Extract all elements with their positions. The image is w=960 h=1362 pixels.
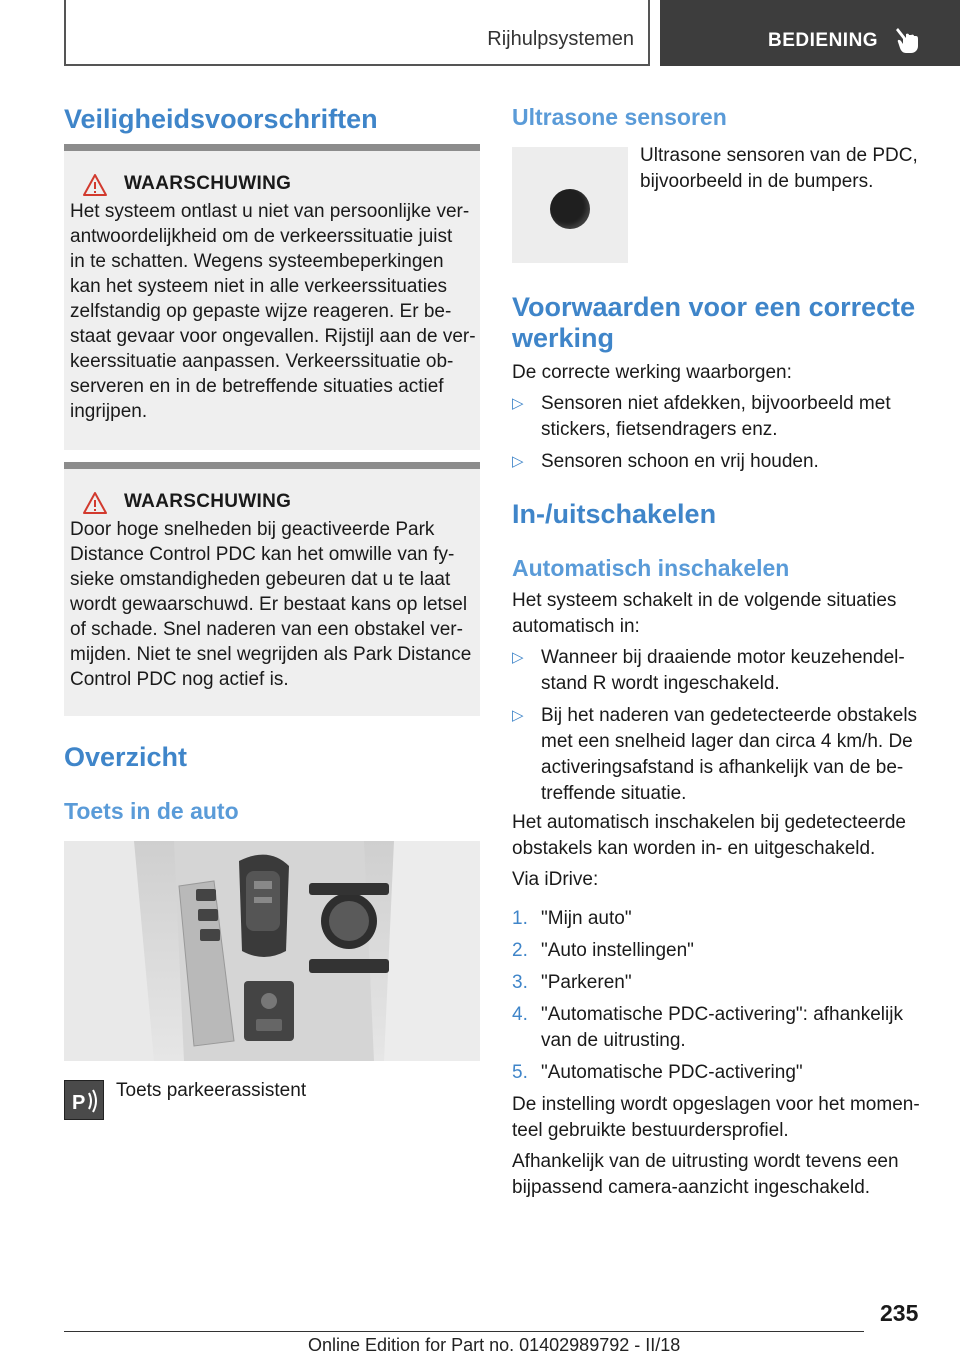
text-line: Afhankelijk van de uitrusting wordt tevens een (512, 1151, 899, 1172)
warning-triangle-icon (82, 173, 108, 197)
text-line: stickers, fietsendragers enz. (541, 419, 778, 440)
text-line: Ultrasone sensoren van de PDC, (640, 145, 918, 166)
warning-line: Control PDC nog actief is. (70, 669, 289, 690)
svg-text:P: P (72, 1092, 86, 1114)
warning-text (70, 199, 476, 424)
step-number: 3. (512, 972, 528, 993)
warning-line: staat gevaar voor ongevallen. Rijstijl aan de ver‐ (70, 326, 476, 347)
page-header (0, 0, 960, 66)
warning-line: keerssituatie aanpassen. Verkeerssituatie ob‐ (70, 351, 454, 372)
warning-line: Het systeem ontlast u niet van persoonlijke ver‐ (70, 201, 470, 222)
warning-title: WAARSCHUWING (124, 173, 292, 194)
auto-conditions-list (512, 645, 928, 813)
sensors-heading: Ultrasone sensoren (512, 104, 727, 130)
ultrasonic-sensor-image (512, 147, 628, 263)
overview-heading: Overzicht (64, 742, 188, 772)
conditions-intro: De correcte werking waarborgen: (512, 362, 792, 383)
text-line: met een snelheid lager dan circa 4 km/h. De (541, 731, 913, 752)
step-number: 1. (512, 908, 528, 929)
sensor-dot (550, 189, 590, 229)
text-line: "Automatische PDC-activering": afhankelijk (541, 1004, 903, 1025)
warning-line: in te schatten. Wegens systeembeperkingen (70, 251, 444, 272)
list-item (512, 703, 928, 807)
idrive-steps (512, 906, 928, 1092)
text-line: activeringsafstand is afhankelijk van de be‐ (541, 757, 904, 778)
text-line: Wanneer bij draaiende motor keuzehendel‐ (541, 647, 905, 668)
warning-triangle-icon (82, 491, 108, 515)
step-item (512, 906, 928, 932)
pointing-hand-icon (894, 26, 920, 54)
conditions-list (512, 391, 928, 481)
warning-box-2 (64, 462, 480, 716)
console-illustration (64, 841, 480, 1061)
step-item (512, 1002, 928, 1054)
text-line: treffende situatie. (541, 783, 687, 804)
warning-line: of schade. Snel naderen van een obstakel ver‐ (70, 619, 463, 640)
camera-view-text (512, 1149, 928, 1201)
step-number: 2. (512, 940, 528, 961)
footer-divider (64, 1331, 864, 1332)
button-in-car-heading: Toets in de auto (64, 798, 239, 824)
text-line: stand R wordt ingeschakeld. (541, 673, 780, 694)
text-line: "Automatische PDC-activering" (541, 1062, 803, 1083)
text-line: "Auto instellingen" (541, 940, 694, 961)
triangle-bullet-icon: ▷ (512, 649, 524, 666)
warning-line: Distance Control PDC kan het omwille van fy‐ (70, 544, 455, 565)
text-line: Bij het naderen van gedetecteerde obstakels (541, 705, 918, 726)
auto-note (512, 810, 928, 862)
profile-saved-text (512, 1092, 932, 1144)
step-number: 5. (512, 1062, 528, 1083)
text-line: Het automatisch inschakelen bij gedetecteerde (512, 812, 906, 833)
header-chapter-title: BEDIENING (768, 30, 879, 51)
list-item (512, 449, 928, 475)
page-number: 235 (880, 1300, 919, 1326)
text-line: "Parkeren" (541, 972, 632, 993)
warning-line: Door hoge snelheden bij geactiveerde Park (70, 519, 435, 540)
warning-box-1 (64, 144, 480, 450)
warning-line: ingrijpen. (70, 401, 148, 422)
warning-line: zelfstandig op gepaste wijze reageren. Er be‐ (70, 301, 452, 322)
step-number: 4. (512, 1004, 528, 1025)
header-section-box (64, 0, 650, 66)
warning-line: wordt gewaarschuwd. Er bestaat kans op letsel (70, 594, 468, 615)
triangle-bullet-icon: ▷ (512, 707, 524, 724)
step-item (512, 970, 928, 996)
warning-line: sieke omstandigheden gebeuren dat u te laat (70, 569, 451, 590)
text-line: Sensoren schoon en vrij houden. (541, 451, 819, 472)
conditions-heading (512, 292, 928, 354)
switch-heading: In-/uitschakelen (512, 499, 717, 529)
text-line: van de uitrusting. (541, 1030, 686, 1051)
triangle-bullet-icon: ▷ (512, 453, 524, 470)
text-line: Het systeem schakelt in de volgende situaties (512, 590, 897, 611)
warning-line: serveren en in de betreffende situaties actief (70, 376, 444, 397)
list-item (512, 391, 928, 443)
step-item (512, 1060, 928, 1086)
list-item (512, 645, 928, 697)
header-chapter-box (660, 0, 960, 66)
triangle-bullet-icon: ▷ (512, 395, 524, 412)
text-line: bijvoorbeeld in de bumpers. (640, 171, 874, 192)
text-line: Sensoren niet afdekken, bijvoorbeeld met (541, 393, 891, 414)
warning-line: kan het systeem niet in alle verkeerssituaties (70, 276, 448, 297)
warning-text (70, 517, 476, 692)
park-assist-button-icon (64, 1080, 104, 1120)
auto-intro (512, 588, 928, 640)
park-assist-caption: Toets parkeerassistent (116, 1080, 307, 1101)
sensors-description (640, 143, 930, 195)
text-line: obstakels kan worden in- en uitgeschakeld. (512, 838, 876, 859)
footer-edition: Online Edition for Part no. 01402989792 - II/18 (308, 1335, 681, 1355)
warning-line: antwoordelijkheid om de verkeerssituatie juist (70, 226, 453, 247)
step-item (512, 938, 928, 964)
text-line: teel gebruikte bestuurdersprofiel. (512, 1120, 789, 1141)
warning-title: WAARSCHUWING (124, 491, 292, 512)
safety-heading: Veiligheidsvoorschriften (64, 104, 378, 134)
heading-line: Voorwaarden voor een correcte (512, 292, 916, 322)
warning-line: mijden. Niet te snel wegrijden als Park Distance (70, 644, 472, 665)
header-section-title: Rijhulpsystemen (487, 28, 634, 50)
text-line: bijpassend camera-aanzicht ingeschakeld. (512, 1177, 871, 1198)
text-line: "Mijn auto" (541, 908, 632, 929)
text-line: De instelling wordt opgeslagen voor het momen‐ (512, 1094, 920, 1115)
heading-line: werking (512, 323, 615, 353)
auto-activate-heading: Automatisch inschakelen (512, 555, 790, 581)
text-line: automatisch in: (512, 616, 640, 637)
via-idrive: Via iDrive: (512, 869, 599, 890)
center-console-image (64, 841, 480, 1061)
